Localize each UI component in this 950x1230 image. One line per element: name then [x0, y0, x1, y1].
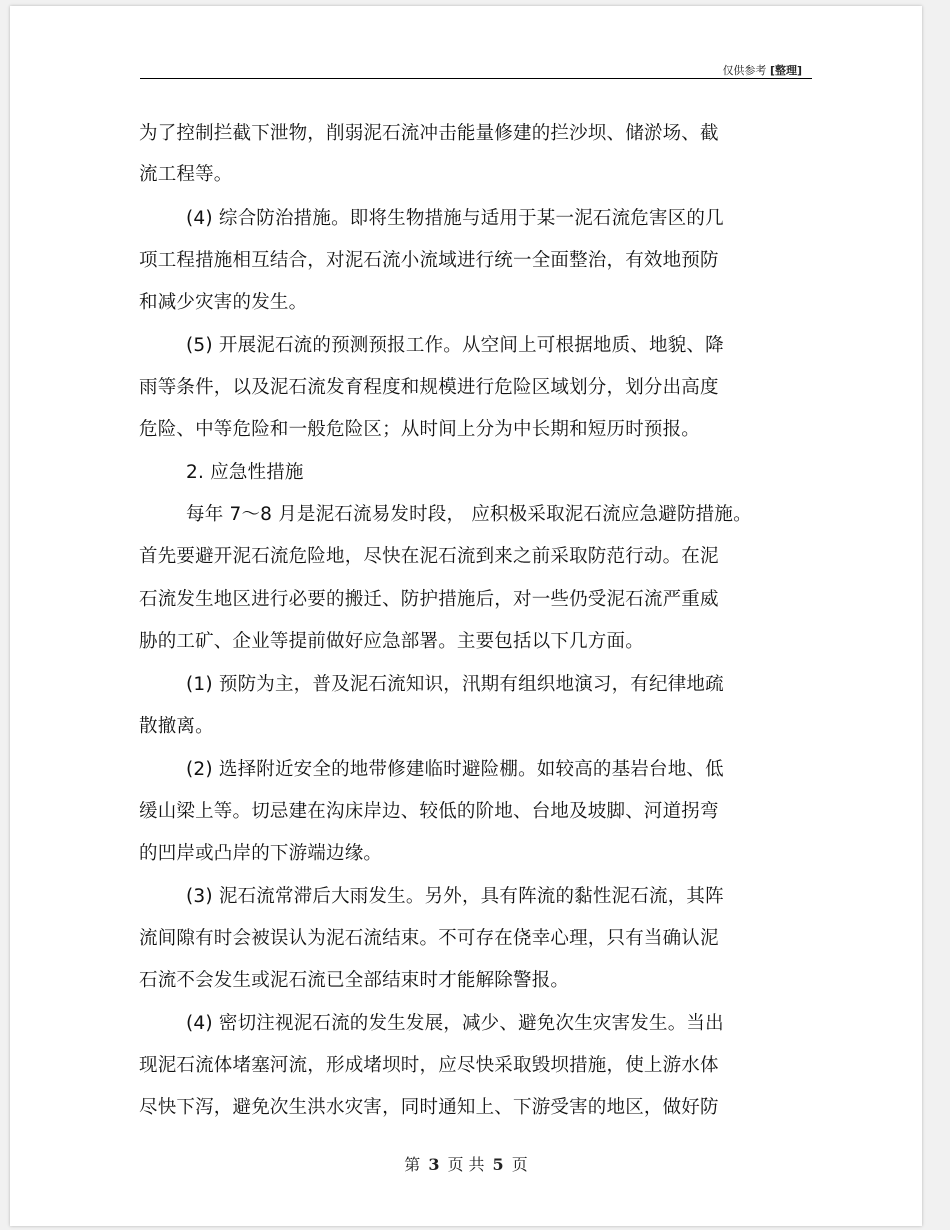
header-label: 仅供参考 [722, 64, 767, 77]
current-page-number: 3 [428, 1155, 440, 1174]
text-line: (3) 泥石流常滞后大雨发生。另外，具有阵流的黏性泥石流，其阵 [186, 886, 724, 907]
text-line: 雨等条件，以及泥石流发育程度和规模进行危险区域划分，划分出高度 [139, 377, 719, 398]
text-line: 散撤离。 [139, 716, 214, 737]
text-line: 石流不会发生或泥石流已全部结束时才能解除警报。 [139, 970, 570, 991]
document-page [10, 6, 922, 1226]
page-footer [10, 1152, 922, 1175]
text-line: 和减少灾害的发生。 [139, 292, 308, 313]
footer-middle: 页 共 [447, 1155, 485, 1174]
text-line: 项工程措施相互结合，对泥石流小流域进行统一全面整治，有效地预防 [139, 250, 719, 271]
text-line: (4) 综合防治措施。即将生物措施与适用于某一泥石流危害区的几 [186, 208, 724, 229]
total-page-count: 5 [492, 1155, 504, 1174]
text-line: (5) 开展泥石流的预测预报工作。从空间上可根据地质、地貌、降 [186, 335, 724, 356]
text-line: (1) 预防为主，普及泥石流知识，汛期有组织地演习，有纪律地疏 [186, 674, 724, 695]
text-line: 流工程等。 [139, 164, 233, 185]
text-line: 为了控制拦截下泄物，削弱泥石流冲击能量修建的拦沙坝、储淤场、截 [139, 123, 719, 144]
footer-suffix: 页 [511, 1155, 528, 1174]
text-line: 胁的工矿、企业等提前做好应急部署。主要包括以下几方面。 [139, 631, 644, 652]
footer-prefix: 第 [404, 1155, 421, 1174]
text-line: 首先要避开泥石流危险地，尽快在泥石流到来之前采取防范行动。在泥 [139, 546, 719, 567]
text-line: 现泥石流体堵塞河流，形成堵坝时，应尽快采取毁坝措施，使上游水体 [139, 1055, 719, 1076]
text-line: 缓山梁上等。切忌建在沟床岸边、较低的阶地、台地及坡脚、河道拐弯 [139, 801, 719, 822]
text-line: 石流发生地区进行必要的搬迁、防护措施后，对一些仍受泥石流严重威 [139, 589, 719, 610]
text-line: (4) 密切注视泥石流的发生发展，减少、避免次生灾害发生。当出 [186, 1013, 724, 1034]
page-header [722, 62, 802, 78]
section-heading: 2. 应急性措施 [186, 462, 304, 483]
text-line: (2) 选择附近安全的地带修建临时避险棚。如较高的基岩台地、低 [186, 759, 724, 780]
text-line: 的凹岸或凸岸的下游端边缘。 [139, 843, 383, 864]
header-tag: [整理] [769, 64, 802, 77]
text-line: 每年 7～8 月是泥石流易发时段， 应积极采取泥石流应急避防措施。 [186, 504, 752, 525]
text-line: 流间隙有时会被误认为泥石流结束。不可存在侥幸心理，只有当确认泥 [139, 928, 719, 949]
header-rule [140, 78, 812, 79]
text-line: 危险、中等危险和一般危险区；从时间上分为中长期和短历时预报。 [139, 419, 701, 440]
text-line: 尽快下泻，避免次生洪水灾害，同时通知上、下游受害的地区，做好防 [139, 1097, 719, 1118]
